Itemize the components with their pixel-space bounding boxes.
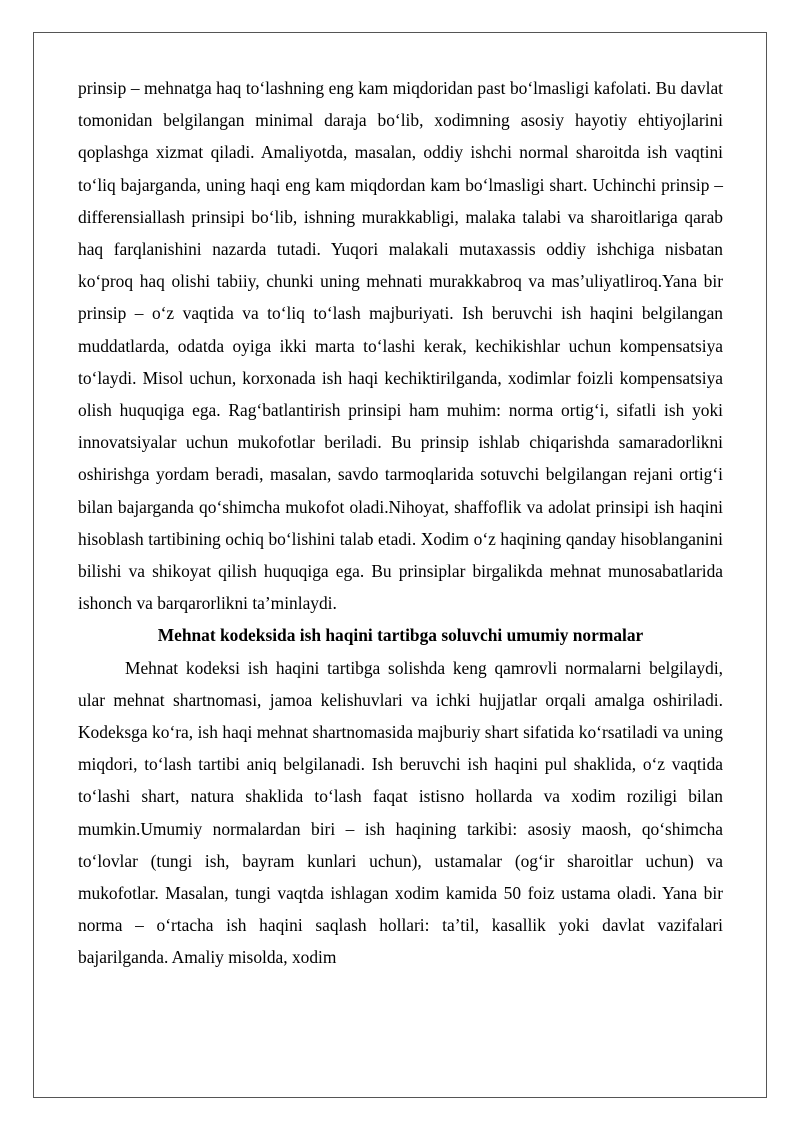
body-paragraph: Mehnat kodeksi ish haqini tartibga solishda keng qamrovli normalarni belgilaydi, ular mehnat shartnomasi, jamoa kelishuvlari va ichki hujjatlar orqali amalga oshiriladi. Kodeksga ko‘ra, ish haqi mehnat shartnomasida majburiy shart sifatida ko‘rsatiladi va uning miqdori, to‘lash tartibi aniq belgilanadi. Ish beruvchi ish haqini pul shaklida, o‘z vaqtida to‘lashi shart, natura shaklida to‘lash faqat istisno hollarda va xodim roziligi bilan mumkin.Umumiy normalardan biri – ish haqining tarkibi: asosiy maosh, qo‘shimcha to‘lovlar (tungi ish, bayram kunlari uchun), ustamalar (og‘ir sharoitlar uchun) va mukofotlar. Masalan, tungi vaqtda ishlagan xodim kamida 50 foiz ustama oladi. Yana bir norma – o‘rtacha ish haqini saqlash hollari: ta’til, kasallik yoki davlat vazifalari bajarilganda. Amaliy misolda, xodim xyxy=(78,657,723,968)
page-content xyxy=(78,72,723,974)
section-heading: Mehnat kodeksida ish haqini tartibga soluvchi umumiy normalar xyxy=(157,625,644,646)
body-paragraph: prinsip – mehnatga haq to‘lashning eng kam miqdoridan past bo‘lmasligi kafolati. Bu davlat tomonidan belgilangan minimal daraja bo‘lib, xodimning asosiy hayotiy ehtiyojlarini qoplashga xizmat qiladi. Amaliyotda, masalan, oddiy ishchi normal sharoitda ish vaqtini to‘liq bajarganda, uning haqi eng kam miqdordan kam bo‘lmasligi shart. Uchinchi prinsip – differensiallash prinsipi bo‘lib, ishning murakkabligi, malaka talabi va sharoitlariga qarab haq farqlanishini nazarda tutadi. Yuqori malakali mutaxassis oddiy ishchiga nisbatan ko‘proq haq olishi tabiiy, chunki uning mehnati murakkabroq va mas’uliyatliroq.Yana bir prinsip – o‘z vaqtida va to‘liq to‘lash majburiyati. Ish beruvchi ish haqini belgilangan muddatlarda, odatda oyiga ikki marta to‘lashi kerak, kechikishlar uchun kompensatsiya to‘laydi. Misol uchun, korxonada ish haqi kechiktirilganda, xodimlar foizli kompensatsiya olish huquqiga ega. Rag‘batlantirish prinsipi ham muhim: norma ortig‘i, sifatli ish yoki innovatsiyalar uchun mukofotlar beriladi. Bu prinsip ishlab chiqarishda samaradorlikni oshirishga yordam beradi, masalan, savdo tarmoqlarida sotuvchi belgilangan rejani ortig‘i bilan bajarganda qo‘shimcha mukofot oladi.Nihoyat, shaffoflik va adolat prinsipi ish haqini hisoblash tartibining ochiq bo‘lishini talab etadi. Xodim o‘z haqining qanday hisoblanganini bilishi va shikoyat qilish huquqiga ega. Bu prinsiplar birgalikda mehnat munosabatlarida ishonch va barqarorlikni ta’minlaydi. xyxy=(78,78,723,614)
